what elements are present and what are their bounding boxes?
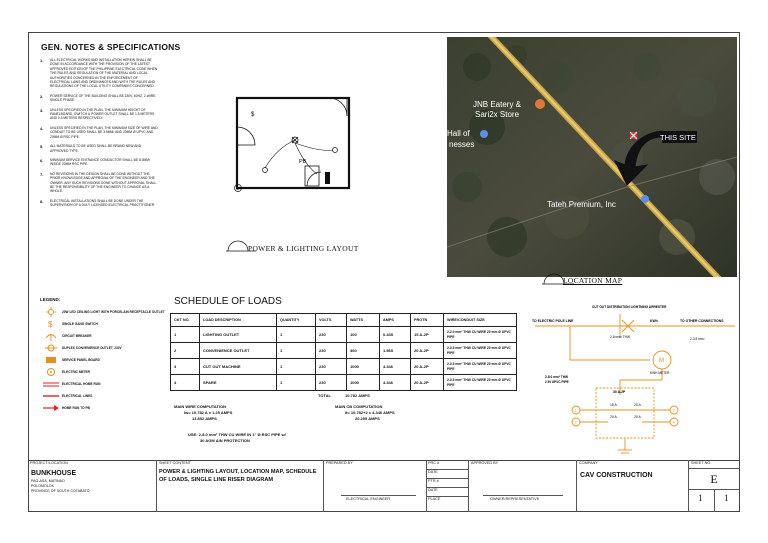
note-text: NO REVISIONS IN THE DESIGN SHALL BE DONE WITHOUT THE PRIOR KNOWLEDGE AND APPROVAL OF THE ENGINEER AND THE OWNER. ANY SUCH REVISIONS DONE WITHOUT APPROVAL SHALL BE THE RESPONSIBILITY OF THE ENGINEER TO CHANGE AS A WHOLE. xyxy=(50,171,157,194)
sheet-no-label: SHEET NO. xyxy=(691,461,712,465)
table-row xyxy=(171,375,517,391)
note-number: 3. xyxy=(40,107,44,113)
note-item xyxy=(40,158,158,167)
note-item xyxy=(40,126,158,139)
svg-text:M: M xyxy=(236,186,240,191)
project-loc1: PAG-ASA, MATINAO xyxy=(31,479,65,483)
schedule-title: SCHEDULE OF LOADS xyxy=(174,296,282,307)
note-number: 1. xyxy=(40,58,44,63)
approved-label: APPROVED BY xyxy=(471,461,499,465)
legend-item xyxy=(40,378,165,390)
project-loc3: PROVINCE OF SOUTH COTABATO xyxy=(31,489,90,493)
sheet-number: 1 xyxy=(698,493,703,503)
ptr-label: PTR # xyxy=(428,479,439,483)
riser-circuit-3: 3 xyxy=(672,407,675,413)
note-number: 4. xyxy=(40,125,44,131)
table-cell: CUT OUT MACHINE xyxy=(200,359,277,375)
project-label: PROJECT/LOCATION xyxy=(30,461,68,465)
table-cell: CONVENIENCE OUTLET xyxy=(200,343,277,359)
map-place-jnb-2: Sari2x Store xyxy=(475,110,520,119)
table-row xyxy=(171,359,517,375)
table-cell: 1 xyxy=(277,359,316,375)
column-header: WIRE/CONDUIT SIZE xyxy=(444,314,517,327)
riser-main-cb: 30 A-2P xyxy=(613,390,626,394)
prepared-label: PREPARED BY xyxy=(326,461,353,465)
table-cell: 1 xyxy=(171,327,200,343)
column-header: VOLTS xyxy=(316,314,347,327)
main-cb-line2: 20.295 AMPS xyxy=(355,416,380,421)
location-map-title: LOCATION MAP xyxy=(563,276,623,285)
main-wire-line2: 13.852 AMPS xyxy=(192,416,217,421)
table-cell: 100 xyxy=(347,327,380,343)
riser-cutout: CUT OUT DISTRIBUTION LIGHTNING ARRESTER xyxy=(592,305,667,309)
notes-title: GEN. NOTES & SPECIFICATIONS xyxy=(41,42,181,52)
table-cell: 20 A-2P xyxy=(411,343,444,359)
note-text: ALL MATERIALS TO BE USED SHALL BE BRAND NEW AND APPROVED TYPE. xyxy=(50,144,142,153)
table-cell: 230 xyxy=(316,327,347,343)
location-map xyxy=(447,37,737,277)
column-header: LOAD DESCRIPTION xyxy=(200,314,277,327)
legend-item xyxy=(40,390,165,402)
legend-label: CIRCUIT BREAKER xyxy=(62,334,92,338)
note-text: ALL ELECTRICAL WORKS AND INSTALLATION HEREIN SHALL BE DONE IN ACCORDANCE WITH THE PROVISION OF THE LATEST APPROVED EDITION OF THE PHILIPPINE ELECTRICAL CODE WHEN THE RULES AND REGULATION OF THE MATERIAL AND LOCAL AUTHORITIES CONCERNED IN THE ENFORCEMENT OF ELECTRICAL LAWS AND ORDINANCES AND WITH THE RULES AND REGULATIONS OF THE LOCAL UTILITY COMPANIES CONCERNED. xyxy=(50,58,158,89)
dl-icon xyxy=(40,380,62,388)
table-cell: 2-3.5 mm² THW CU WIRE 20 mm Ø UPVC PIPE xyxy=(444,359,517,375)
table-cell: 230 xyxy=(316,359,347,375)
prepared-role: ELECTRICAL ENGINEER xyxy=(346,497,391,501)
riser-circuit-2: 2 xyxy=(574,419,577,425)
note-number: 8. xyxy=(40,198,44,204)
column-header: PROTN xyxy=(411,314,444,327)
table-cell: 2 xyxy=(171,343,200,359)
table-cell: 3 xyxy=(171,359,200,375)
column-header: QUANTITY xyxy=(277,314,316,327)
single-line-riser-diagram xyxy=(530,300,740,460)
table-cell: SPARE xyxy=(200,375,277,391)
main-cb-title: MAIN CB COMPUTATION xyxy=(335,404,383,409)
sun-icon xyxy=(40,307,62,317)
panel-board-label: PB xyxy=(299,159,307,165)
title-block xyxy=(28,460,740,512)
table-cell: 360 xyxy=(347,343,380,359)
note-number: 2. xyxy=(40,93,44,99)
table-cell: 1 xyxy=(277,343,316,359)
riser-cb2: 20 A xyxy=(634,403,641,407)
main-wire-title: MAIN WIRE COMPUTATION xyxy=(174,404,227,409)
table-cell: 4.346 xyxy=(380,375,411,391)
riser-cb4: 20 A xyxy=(634,415,641,419)
table-cell: 2-3.5 mm² THW CU WIRE 20 mm Ø UPVC PIPE xyxy=(444,343,517,359)
note-item xyxy=(40,172,158,194)
riser-circuit-4: 4 xyxy=(672,419,675,425)
table-cell: 20 A-2P xyxy=(411,359,444,375)
project-name: BUNKHOUSE xyxy=(31,470,77,477)
table-cell: 4 xyxy=(171,375,200,391)
legend-label: DUPLEX CONVENIENCE OUTLET, 230V xyxy=(62,346,122,350)
riser-circuit-1: 1 xyxy=(574,407,577,413)
riser-to-pole: TO ELECTRIC POLE LINE xyxy=(532,319,574,323)
use-line: USE: 2-8.0 mm² THW CU WIRE IN 1" Ø RSC PIPE w/ xyxy=(188,432,286,437)
table-cell: 0.435 xyxy=(380,327,411,343)
sheet-of: 1 xyxy=(724,493,729,503)
svg-text:$: $ xyxy=(251,112,255,118)
legend-label: HOME RUN TO PB xyxy=(62,406,90,410)
sheet-content-label: SHEET CONTENT xyxy=(159,461,191,465)
pb-icon xyxy=(40,356,62,364)
table-cell: 1 xyxy=(277,375,316,391)
total-amps: 10.782 AMPS xyxy=(345,393,370,398)
sheet-letter: E xyxy=(710,472,718,486)
tb-divider xyxy=(426,460,427,512)
note-item xyxy=(40,108,158,121)
owner-role: OWNER/REPRESENTATIVE xyxy=(490,497,540,501)
note-text: MINIMUM SERVICE ENTRANCE CONDUCTOR SHALL BE 8.0MM² INSIDE 20MM RSC PIPE. xyxy=(50,157,151,167)
note-number: 7. xyxy=(40,171,44,177)
map-place-hall-2: nesses xyxy=(449,140,475,149)
total-label: TOTAL xyxy=(318,393,331,398)
legend-label: SERVICE PANEL BOARD xyxy=(62,358,100,362)
column-header: WATTS xyxy=(347,314,380,327)
note-item xyxy=(40,58,158,89)
tb-divider xyxy=(156,460,157,512)
main-cb-computation xyxy=(335,404,395,422)
table-cell: 1 xyxy=(277,327,316,343)
ln-icon xyxy=(40,393,62,399)
date2-label: DATE xyxy=(428,488,438,492)
layout-title: POWER & LIGHTING LAYOUT xyxy=(248,244,359,253)
main-wire-computation xyxy=(174,404,232,422)
place-label: PLACE xyxy=(428,497,441,501)
ar-icon xyxy=(40,404,62,412)
riser-wire-c2: 2 IN UPVC PIPE xyxy=(545,380,569,384)
table-cell: 230 xyxy=(316,343,347,359)
sw-icon xyxy=(40,319,62,329)
riser-wire-a: 2-8 mm² THW xyxy=(610,335,630,339)
use-line-2: 30 AGM AIN PROTECTION xyxy=(200,438,250,443)
legend-item xyxy=(40,366,165,378)
company-name: CAV CONSTRUCTION xyxy=(580,472,653,479)
note-text: POWER SERVICE OF THE BUILDING SHALL BE 230V, 60HZ, 2-WIRE, SINGLE PHASE. xyxy=(50,93,157,103)
map-this-site: THIS SITE xyxy=(660,133,696,142)
riser-wire-c: 2-8.0 mm² THW xyxy=(545,375,569,379)
legend-item xyxy=(40,354,165,366)
legend-label: SINGLE GANG SWITCH xyxy=(62,322,98,326)
table-cell: LIGHTING OUTLET xyxy=(200,327,277,343)
legend-item xyxy=(40,342,165,354)
legend xyxy=(40,297,165,414)
project-loc2: POLOMOLOK xyxy=(31,484,54,488)
note-text: UNLESS SPECIFIED IN THE PLAN, THE MINIMUM SIZE OF WIRE AND CONDUIT TO BE USED SHALL BE 3.5MM² AND 20MM Ø UPVC AND 20MM Ø RSC PIPE. xyxy=(50,125,158,139)
main-cb-line1: It= 10.782+2 x 4.346 AMPS xyxy=(345,410,395,415)
tb-divider xyxy=(323,460,324,512)
map-place-tateh: Tateh Premium, Inc xyxy=(547,200,616,209)
legend-label: ELECTRIC METER xyxy=(62,370,90,374)
table-cell: 15 A-2P xyxy=(411,327,444,343)
riser-meter: M xyxy=(659,358,664,364)
table-row xyxy=(171,343,517,359)
legend-item xyxy=(40,402,165,414)
riser-to-other: TO OTHER CONNECTIONS xyxy=(680,319,724,323)
note-item xyxy=(40,94,158,103)
riser-kwh: KWh xyxy=(650,319,658,323)
riser-cb1: 15 A xyxy=(610,403,617,407)
legend-label: 20W LED CEILING LIGHT WITH PORCELAIN RECEPTACLE OUTLET xyxy=(62,310,165,314)
riser-kwh-meter: KWH METER xyxy=(650,371,670,375)
svg-text:$: $ xyxy=(48,320,53,329)
riser-cb3: 20 A xyxy=(610,415,617,419)
note-item xyxy=(40,144,158,153)
table-cell: 2-3.5 mm² THW CU WIRE 20 mm Ø UPVC PIPE xyxy=(444,375,517,391)
out-icon xyxy=(40,343,62,353)
cb-icon xyxy=(40,331,62,341)
legend-item xyxy=(40,330,165,342)
table-cell: 20 A-2P xyxy=(411,375,444,391)
table-cell: 230 xyxy=(316,375,347,391)
map-place-hall: Hall of xyxy=(447,129,470,138)
table-cell: 1.565 xyxy=(380,343,411,359)
floor-plan xyxy=(205,90,365,200)
map-place-jnb: JNB Eatery & xyxy=(473,100,522,109)
cir-icon xyxy=(40,367,62,377)
schedule-of-loads-table xyxy=(170,313,517,391)
general-notes xyxy=(40,58,158,213)
legend-item xyxy=(40,306,165,318)
company-label: COMPANY xyxy=(579,461,598,465)
prc-label: PRC # xyxy=(428,461,440,465)
tb-divider xyxy=(468,460,469,512)
note-text: ELECTRICAL INSTALLATIONS SHALL BE DONE UNDER THE SUPERVISION OF A DULY LICENSED ELECTRICAL PRACTITIONER. xyxy=(50,198,156,208)
main-wire-use xyxy=(188,432,286,444)
legend-label: ELECTRICAL HOME RUN xyxy=(62,382,101,386)
tb-divider xyxy=(576,460,577,512)
table-cell: 1000 xyxy=(347,375,380,391)
note-item xyxy=(40,199,158,208)
note-number: 6. xyxy=(40,157,44,163)
legend-title: LEGEND: xyxy=(40,297,61,302)
table-cell: 1000 xyxy=(347,359,380,375)
column-header: AMPS xyxy=(380,314,411,327)
table-row xyxy=(171,327,517,343)
table-cell: 4.346 xyxy=(380,359,411,375)
main-wire-line1: Iw= 10.782 A x 1.25 AMPS xyxy=(184,410,233,415)
riser-wire-b: 2-3.5 mm² xyxy=(690,337,705,341)
note-text: UNLESS SPECIFIED IN THE PLAN, THE MINIMUM HEIGHT OF PANELBOARD, SWITCH & POWER OUTLET SHALL BE 1.5 METERS AND 0.3 METERS RESPECTIVELY. xyxy=(50,107,155,121)
table-cell: 2-2.0 mm² THW CU WIRE 20 mm Ø UPVC PIPE xyxy=(444,327,517,343)
sheet-content: POWER & LIGHTING LAYOUT, LOCATION MAP, SCHEDULE OF LOADS, SINGLE LINE RISER DIAGRAM xyxy=(159,469,317,483)
column-header: CKT NO. xyxy=(171,314,200,327)
legend-label: ELECTRICAL LINES xyxy=(62,394,93,398)
date-label: DATE xyxy=(428,470,438,474)
note-number: 5. xyxy=(40,144,44,150)
legend-item xyxy=(40,318,165,330)
